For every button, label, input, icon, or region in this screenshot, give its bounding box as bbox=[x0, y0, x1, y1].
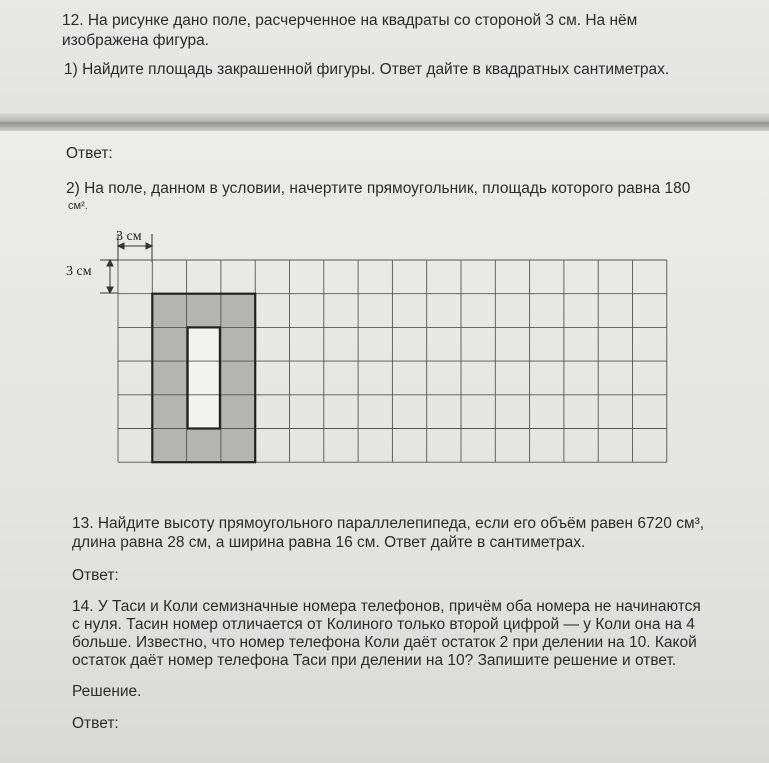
task12-line1: 12. На рисунке дано поле, расчерченное на квадраты со стороной 3 см. На нём bbox=[62, 12, 638, 29]
task14-answer-label: Ответ: bbox=[72, 715, 119, 732]
dimension-left-label: 3 см bbox=[66, 264, 92, 279]
task12-line2: изображена фигура. bbox=[62, 32, 209, 49]
dimension-top-label: 3 см bbox=[116, 229, 142, 244]
inner-hole bbox=[188, 327, 220, 428]
shaded-figure bbox=[152, 294, 255, 463]
task12-question2-line1: 2) На поле, данном в условии, начертите прямоугольник, площадь которого равна 180 bbox=[66, 180, 691, 197]
task12-answer-label: Ответ: bbox=[66, 145, 113, 162]
task14-line3: больше. Известно, что номер телефона Коли даёт остаток 2 при делении на 10. Какой bbox=[72, 634, 697, 651]
task12-question2-line2: см². bbox=[68, 200, 88, 212]
task14-line4: остаток даёт номер телефона Таси при делении на 10? Запишите решение и ответ. bbox=[72, 652, 677, 669]
task13-line2: длина равна 28 см, а ширина равна 16 см. Ответ дайте в сантиметрах. bbox=[72, 534, 586, 551]
task13-line1: 13. Найдите высоту прямоугольного параллелепипеда, если его объём равен 6720 см³, bbox=[72, 515, 705, 532]
task13-answer-label: Ответ: bbox=[72, 567, 119, 584]
task14-line2: с нуля. Тасин номер отличается от Колиного только второй цифрой — у Коли она на 4 bbox=[72, 616, 695, 633]
task14-solution-label: Решение. bbox=[72, 683, 142, 700]
task12-question1: 1) Найдите площадь закрашенной фигуры. Ответ дайте в квадратных сантиметрах. bbox=[64, 61, 670, 78]
task14-line1: 14. У Таси и Коли семизначные номера телефонов, причём оба номера не начинаются bbox=[72, 598, 701, 615]
